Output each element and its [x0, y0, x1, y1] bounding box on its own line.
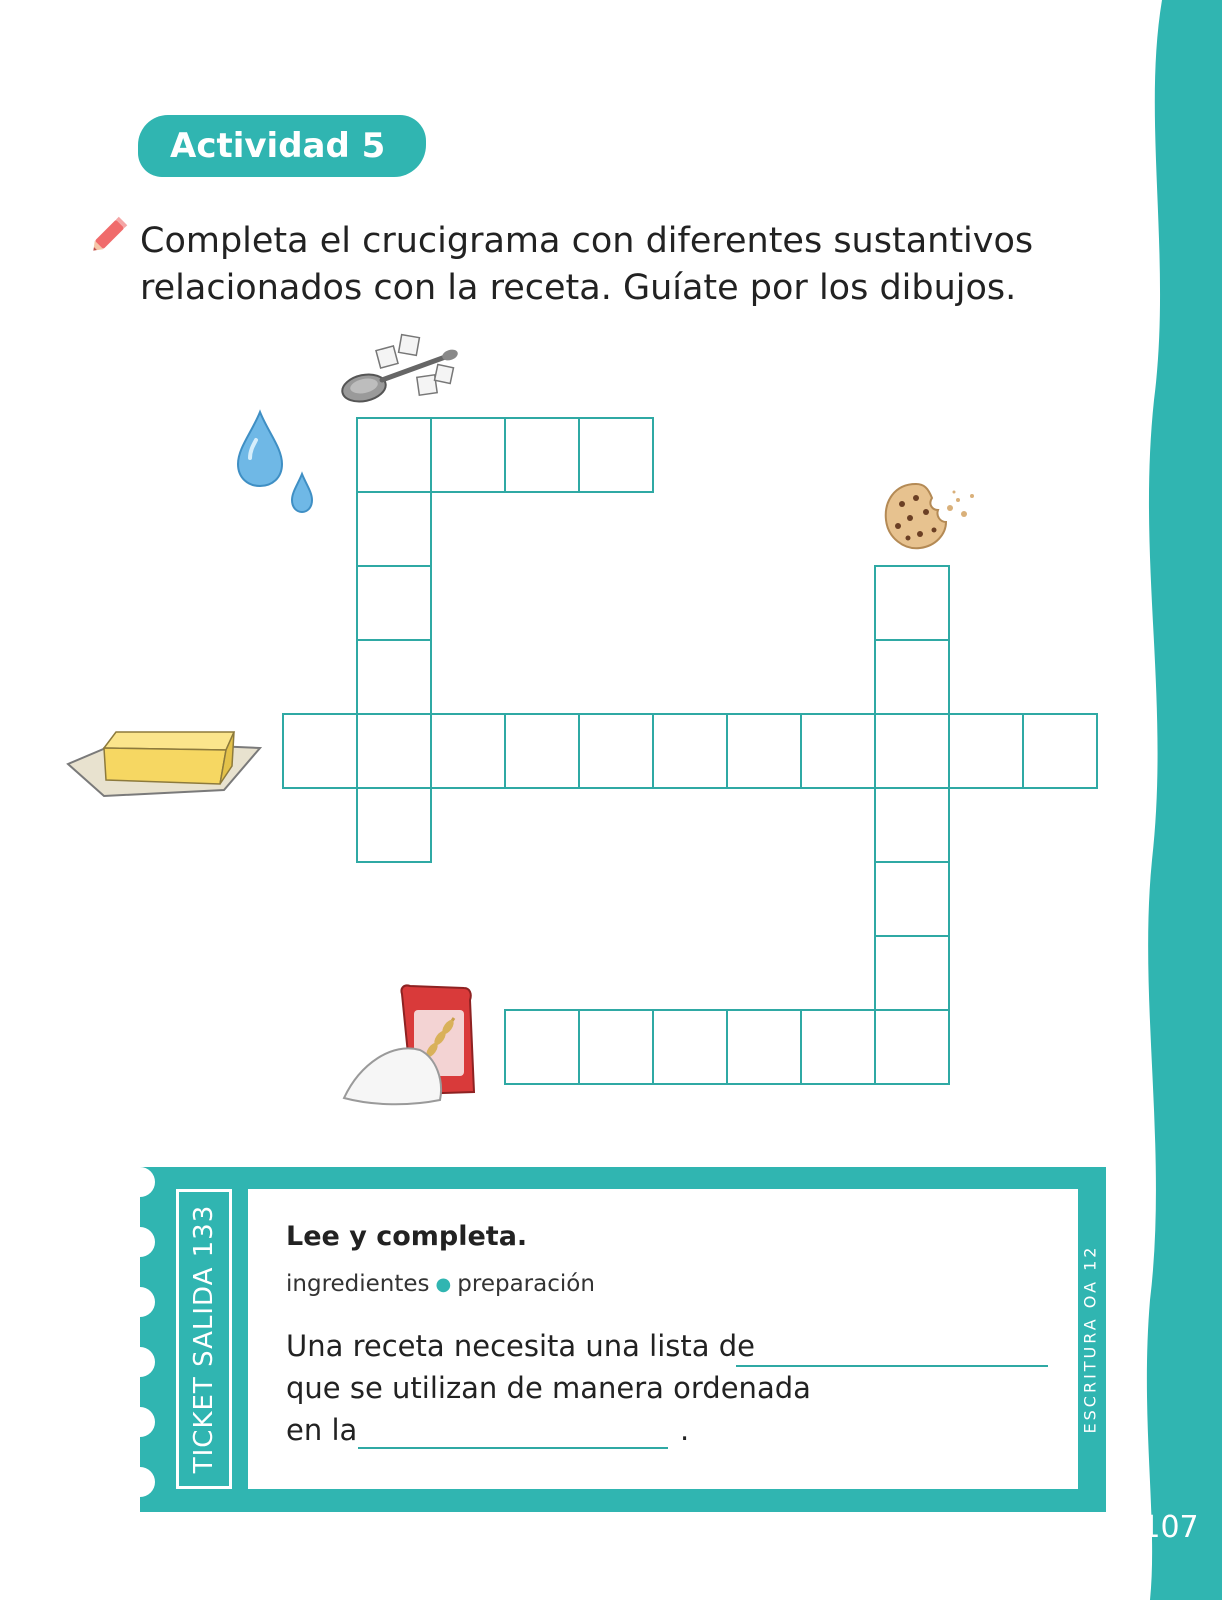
crossword-cell[interactable] [356, 787, 432, 863]
water-drops-icon [232, 408, 332, 518]
ticket-notch [125, 1347, 155, 1377]
crossword-cell[interactable] [652, 713, 728, 789]
word-bank-item: preparación [457, 1271, 595, 1297]
exit-ticket [140, 1167, 1106, 1512]
crossword-cell[interactable] [356, 417, 432, 493]
crossword-cell[interactable] [504, 713, 580, 789]
crossword-cell[interactable] [356, 713, 432, 789]
pencil-icon [88, 210, 134, 256]
crossword-cell[interactable] [430, 417, 506, 493]
crossword-cell[interactable] [356, 639, 432, 715]
crossword-cell[interactable] [652, 1009, 728, 1085]
crossword-cell[interactable] [874, 935, 950, 1011]
ticket-notch [125, 1287, 155, 1317]
crossword-cell[interactable] [282, 713, 358, 789]
crossword-cell[interactable] [726, 713, 802, 789]
crossword-cell[interactable] [874, 861, 950, 937]
crossword-cell[interactable] [578, 713, 654, 789]
answer-blank-1[interactable] [736, 1365, 1048, 1367]
instruction-line-2: relacionados con la receta. Guíate por los dibujos. [140, 268, 1017, 308]
crossword-cell[interactable] [1022, 713, 1098, 789]
crossword-cell[interactable] [874, 639, 950, 715]
page-number: 107 [1141, 1510, 1199, 1545]
word-bank [286, 1271, 595, 1297]
crossword-cell[interactable] [430, 713, 506, 789]
crossword-cell[interactable] [578, 1009, 654, 1085]
crossword-cell[interactable] [726, 1009, 802, 1085]
answer-blank-2[interactable] [358, 1447, 668, 1449]
crossword-cell[interactable] [800, 713, 876, 789]
crossword-cell[interactable] [504, 1009, 580, 1085]
ticket-sentence-line-3: en la [286, 1413, 358, 1447]
sugar-spoon-icon [336, 330, 476, 410]
ticket-body [248, 1189, 1078, 1489]
instruction-line-1: Completa el crucigrama con diferentes sustantivos [140, 221, 1034, 261]
ticket-heading: Lee y completa. [286, 1221, 528, 1252]
ticket-sentence-line-2: que se utilizan de manera ordenada [286, 1371, 811, 1405]
word-bank-item: ingredientes [286, 1271, 430, 1297]
crossword-cell[interactable] [874, 565, 950, 641]
ticket-notch [125, 1407, 155, 1437]
cookie-icon [880, 478, 990, 558]
activity-title: Actividad 5 [138, 115, 426, 177]
ticket-side-panel [176, 1189, 232, 1489]
flour-bag-icon [340, 984, 490, 1110]
ticket-notch [125, 1227, 155, 1257]
crossword-cell[interactable] [504, 417, 580, 493]
crossword-cell[interactable] [356, 491, 432, 567]
ticket-sentence-line-1: Una receta necesita una lista de [286, 1329, 755, 1363]
page-edge-band [1132, 0, 1222, 1600]
crossword-cell[interactable] [948, 713, 1024, 789]
ticket-end-period: . [680, 1413, 690, 1447]
word-separator-dot: ● [435, 1274, 452, 1295]
ticket-notch [125, 1167, 155, 1197]
crossword-cell[interactable] [578, 417, 654, 493]
crossword-cell[interactable] [874, 1009, 950, 1085]
instruction-text [140, 218, 1040, 312]
crossword-cell[interactable] [356, 565, 432, 641]
curriculum-label: ESCRITURA OA 12 [1080, 1244, 1100, 1434]
ticket-side-label: TICKET SALIDA 133 [189, 1204, 219, 1474]
ticket-notch [125, 1467, 155, 1497]
butter-icon [64, 718, 264, 808]
crossword-cell[interactable] [800, 1009, 876, 1085]
crossword-cell[interactable] [874, 787, 950, 863]
crossword-cell[interactable] [874, 713, 950, 789]
